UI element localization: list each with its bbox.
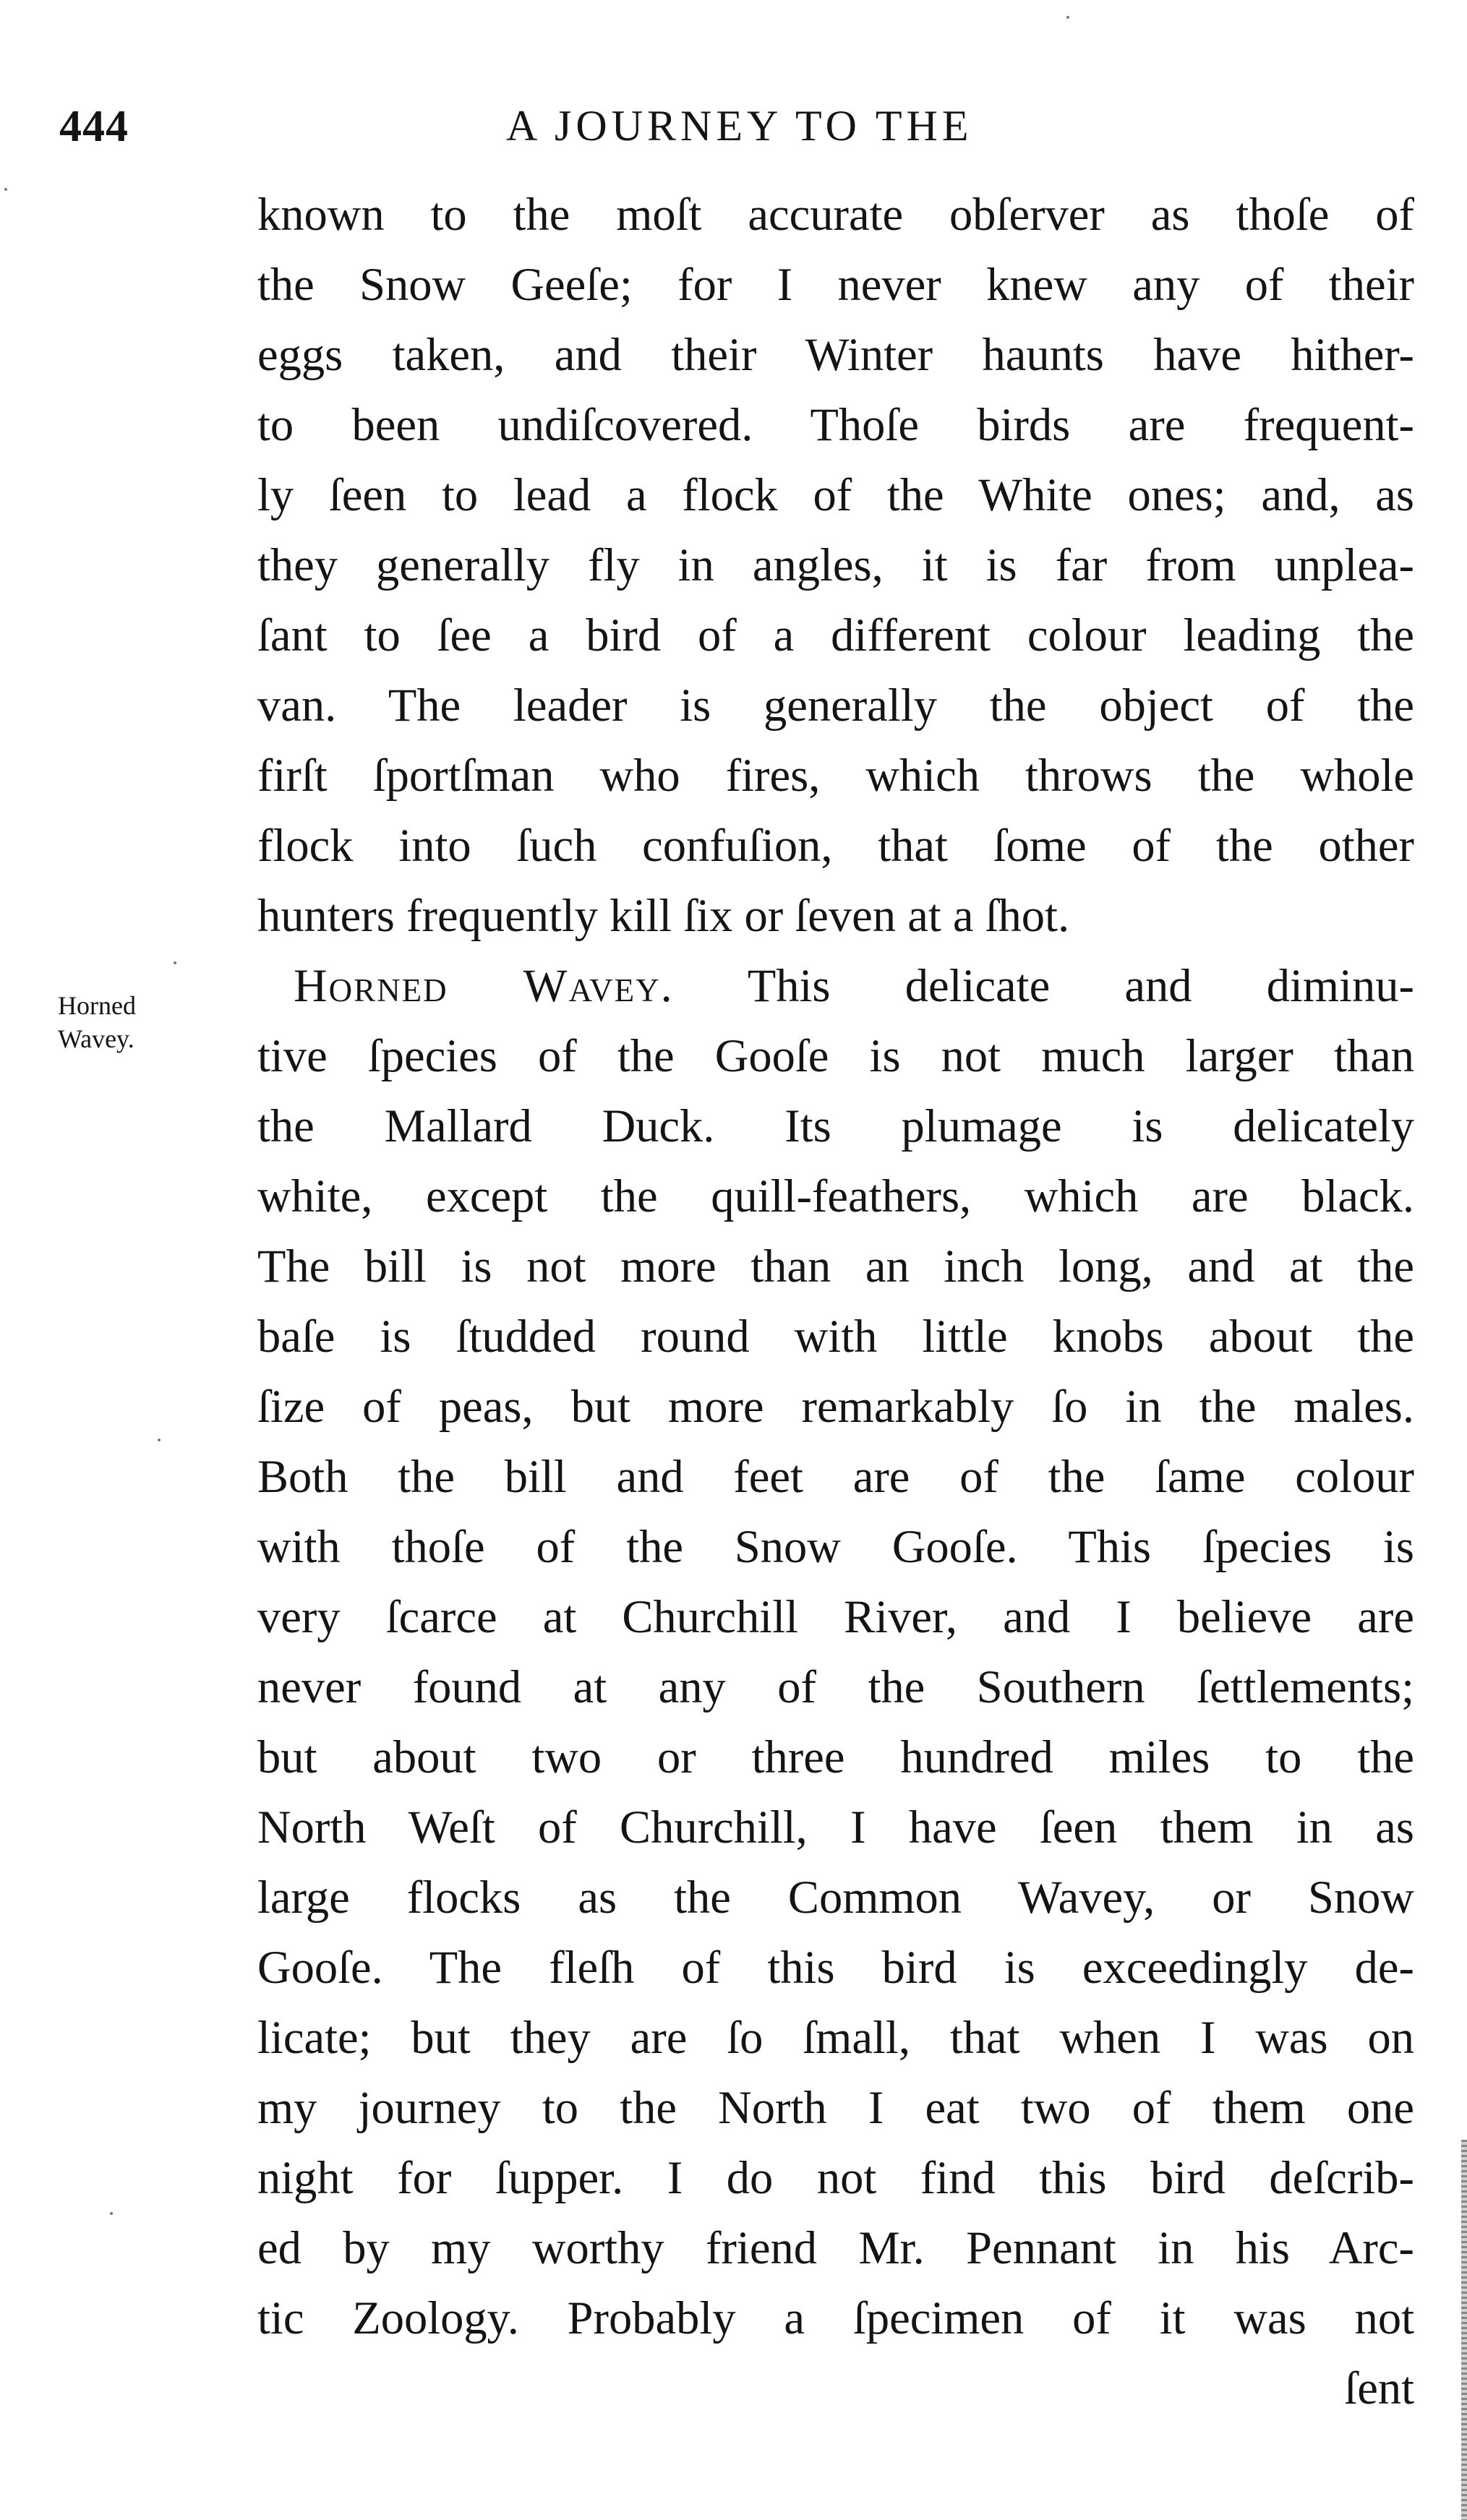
text-line: The bill is not more than an inch long, and at the: [257, 1240, 1414, 1292]
text-line: eggs taken, and their Winter haunts have hither-: [257, 329, 1414, 380]
text-line: never found at any of the Southern ſettlements;: [257, 1661, 1414, 1713]
text-line: my journey to the North I eat two of them one: [257, 2082, 1414, 2133]
text-line: baſe is ſtudded round with little knobs about the: [257, 1311, 1414, 1362]
text-line: tic Zoology. Probably a ſpecimen of it was not: [257, 2292, 1414, 2344]
text-line: van. The leader is generally the object of the: [257, 680, 1414, 731]
text-line: hunters frequently kill ſix or ſeven at a ſhot.: [257, 890, 1070, 941]
paragraph-first-line: [257, 951, 1414, 1021]
marginal-note-line: Horned: [58, 991, 136, 1020]
text-line: ly ſeen to lead a flock of the White ones; and, as: [257, 469, 1414, 520]
text-line: with thoſe of the Snow Gooſe. This ſpecies is: [257, 1521, 1414, 1572]
text-line: night for ſupper. I do not find this bird deſcrib-: [257, 2152, 1414, 2203]
marginal-note: [58, 989, 136, 1055]
text-line: flock into ſuch confuſion, that ſome of the other: [257, 820, 1414, 871]
marginal-note-line: Wavey.: [58, 1024, 134, 1053]
text-line: Gooſe. The fleſh of this bird is exceedingly de-: [257, 1942, 1414, 1993]
text-line: ed by my worthy friend Mr. Pennant in his Arc-: [257, 2222, 1414, 2273]
text-line: firſt ſportſman who fires, which throws the whole: [257, 750, 1414, 801]
text-line: the Snow Geeſe; for I never knew any of their: [257, 259, 1414, 310]
binding-edge: [1461, 2140, 1467, 2520]
text-fragment: This delicate and diminu-: [673, 960, 1414, 1011]
text-line: the Mallard Duck. Its plumage is delicately: [257, 1100, 1414, 1152]
text-line: ſize of peas, but more remarkably ſo in the males.: [257, 1381, 1414, 1432]
text-line: but about two or three hundred miles to the: [257, 1731, 1414, 1783]
section-heading: Horned Wavey.: [294, 960, 674, 1011]
body-text: [257, 179, 1414, 2423]
text-line: they generally fly in angles, it is far from unplea-: [257, 539, 1414, 591]
paper-speck: [1066, 16, 1069, 19]
page-number: 444: [59, 102, 129, 151]
text-line: ſant to ſee a bird of a different colour leading the: [257, 609, 1414, 661]
text-line: to been undiſcovered. Thoſe birds are frequent-: [257, 399, 1414, 450]
paper-speck: [4, 188, 7, 191]
paper-speck: [110, 2212, 113, 2215]
text-line: tive ſpecies of the Gooſe is not much larger than: [257, 1030, 1414, 1081]
text-line: licate; but they are ſo ſmall, that when I was on: [257, 2012, 1414, 2063]
text-line: white, except the quill-feathers, which are black.: [257, 1170, 1414, 1222]
paper-speck: [174, 961, 176, 964]
text-line: very ſcarce at Churchill River, and I believe are: [257, 1591, 1414, 1642]
text-line: known to the moſt accurate obſerver as thoſe of: [257, 189, 1414, 240]
running-head: A JOURNEY TO THE: [506, 102, 973, 150]
text-line: large flocks as the Common Wavey, or Snow: [257, 1872, 1414, 1923]
text-line: Both the bill and feet are of the ſame colour: [257, 1451, 1414, 1502]
text-line: North Weſt of Churchill, I have ſeen them in as: [257, 1801, 1414, 1853]
paper-speck: [158, 1439, 161, 1441]
catchword: ſent: [1344, 2362, 1414, 2414]
